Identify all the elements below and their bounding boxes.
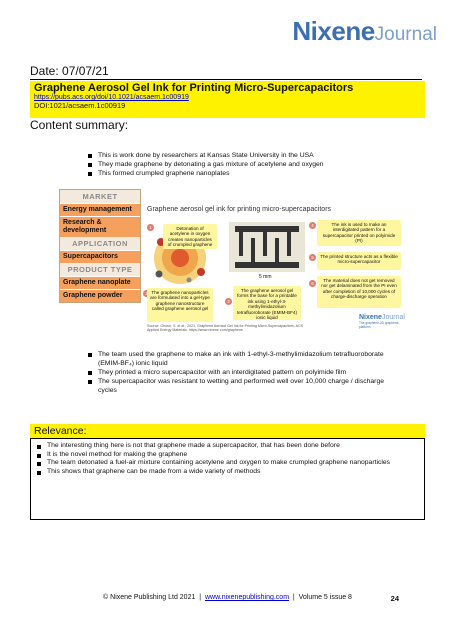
article-title: Graphene Aerosol Gel Ink for Printing Micro-Supercapacitors bbox=[34, 82, 354, 94]
logo-light: Journal bbox=[374, 24, 437, 45]
footer-link[interactable]: www.nixenepublishing.com bbox=[204, 594, 290, 601]
summary-list bbox=[88, 151, 388, 178]
market-header: MARKET bbox=[60, 190, 140, 203]
supercapacitor-pattern bbox=[229, 222, 305, 272]
step-3-text: The graphene aerosol gel forms the base for a printable ink using 1-ethyl-3-methylimidazolium tetrafluoroborate (EMIM-BF4) ionic liquid bbox=[233, 286, 301, 320]
list-item: The supercapacitor was resistant to wetting and performed well over 10,000 charge / discharge cycles bbox=[88, 377, 388, 395]
summary-heading: Content summary: bbox=[30, 118, 129, 132]
mini-logo-tag: The graphene-2D graphene-platform bbox=[359, 321, 400, 329]
list-item: The team detonated a fuel-air mixture containing acetylene and oxygen to make crumpled graphene nanoparticles bbox=[37, 459, 418, 468]
step-6-marker: 6 bbox=[309, 280, 316, 287]
infographic bbox=[141, 204, 407, 344]
list-item: This shows that graphene can be made from a wide variety of methods bbox=[37, 468, 418, 477]
article-link[interactable]: https://pubs.acs.org/doi/10.1021/acsaem.1c00919 bbox=[34, 94, 189, 101]
footer bbox=[0, 594, 455, 601]
mini-logo bbox=[359, 314, 407, 329]
footer-separator: | bbox=[199, 594, 202, 601]
step-5-text: The printed structure acts as a flexible micro-supercapacitor bbox=[317, 252, 401, 270]
logo-bold: Nixene bbox=[292, 16, 375, 46]
article-doi: DOI:1021/acsaem.1c00919 bbox=[34, 101, 126, 110]
footer-separator: | bbox=[292, 594, 295, 601]
list-item: The team used the graphene to make an ink with 1-ethyl-3-methylimidazolium tetrafluoroborate (EMIM-BF₄) ionic liquid bbox=[88, 350, 388, 368]
date-line: Date: 07/07/21 bbox=[30, 64, 422, 80]
market-item: Research & development bbox=[60, 216, 140, 237]
footer-volume: Volume 5 issue 8 bbox=[298, 594, 352, 601]
application-item: Supercapacitors bbox=[60, 250, 140, 263]
classification-sidebar bbox=[59, 189, 141, 303]
list-item: They printed a micro supercapacitor with an interdigitated pattern on polyimide film bbox=[88, 368, 388, 377]
list-item: This is work done by researchers at Kansas State University in the USA bbox=[88, 151, 388, 160]
list-item: They made graphene by detonating a gas mixture of acetylene and oxygen bbox=[88, 160, 388, 169]
figure-title: Graphene aerosol gel ink for printing micro-supercapacitors bbox=[147, 206, 332, 213]
product-header: PRODUCT TYPE bbox=[60, 263, 140, 276]
mini-logo-bold: Nixene bbox=[359, 314, 382, 321]
scale-label: 5 mm bbox=[259, 274, 272, 280]
article-header bbox=[30, 81, 425, 118]
footer-copyright: © Nixene Publishing Ltd 2021 bbox=[103, 594, 196, 601]
page-number: 24 bbox=[390, 594, 399, 603]
step-5-marker: 5 bbox=[309, 254, 316, 261]
list-item: The interesting thing here is not that graphene made a supercapacitor, that has been done before bbox=[37, 442, 418, 451]
relevance-heading: Relevance: bbox=[30, 424, 425, 438]
journal-logo bbox=[292, 16, 437, 47]
figure-source: Source: Ghosh, S. et al., 2021, Graphene Aerosol Gel Ink for Printing Micro-Supercapacitors, ACS Applied Energy Materials. https://www.nixene.com/graphene bbox=[147, 324, 304, 333]
relevance-box bbox=[30, 438, 425, 520]
mini-logo-light: Journal bbox=[381, 314, 405, 321]
list-item: It is the novel method for making the graphene bbox=[37, 451, 418, 460]
product-item: Graphene nanoplate bbox=[60, 276, 140, 289]
step-2-text: The graphene nanoparticles are formulated into a gel-type graphene nanostructure called graphene aerosol gel bbox=[147, 288, 213, 322]
application-header: APPLICATION bbox=[60, 237, 140, 250]
market-item: Energy management bbox=[60, 203, 140, 216]
step-3-marker: 3 bbox=[225, 298, 232, 305]
relevance-list bbox=[37, 442, 418, 476]
step-1-marker: 1 bbox=[147, 224, 154, 231]
list-item: This formed crumpled graphene nanoplates bbox=[88, 169, 388, 178]
product-item: Graphene powder bbox=[60, 289, 140, 302]
step-4-text: The ink is used to make an interdigitated pattern for a supercapacitor printed on polyimide (PI) bbox=[317, 220, 401, 246]
step-4-marker: 4 bbox=[309, 222, 316, 229]
step-1-text: Detonation of acetylene in oxygen creates nanoparticles of crumpled graphene bbox=[163, 224, 217, 249]
step-6-text: The material does not get removed nor get delaminated from the PI even after completion of 10,000 cycles of charge-discharge operation bbox=[317, 276, 401, 308]
details-list bbox=[88, 350, 388, 395]
